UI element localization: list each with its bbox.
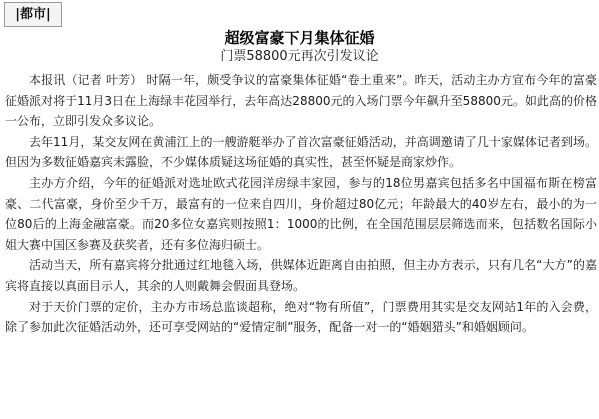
article-paragraph: 对于天价门票的定价，主办方市场总监谈超称，绝对“物有所值”，门票费用其实是交友网站1年的入会费，除了参加此次征婚活动外，还可享受网站的“爱情定制”服务，配备一对一的“婚姻猎头”和婚姻顾问。: [5, 299, 597, 335]
subheadline: 门票58800元再次引发议论: [220, 49, 379, 64]
article-paragraph: 本报讯（记者 叶芳） 时隔一年，颇受争议的富豪集体征婚“卷土重来”。昨天，活动主办方宣布今年的富豪征婚派对将于11月3日在上海绿丰花园举行，去年高达28800元的入场门票今年飙升至58800元。如此高的价格一公布，立即引发众多议论。: [5, 73, 597, 129]
article-paragraph: 活动当天，所有嘉宾将分批通过红地毯入场，供媒体近距离自由拍照，但主办方表示，只有几名“大方”的嘉宾将直接以真面目示人，其余的人则戴舞会假面具登场。: [5, 258, 597, 293]
article-paragraph: 主办方介绍，今年的征婚派对选址欧式花园洋房绿丰家园，参与的18位男嘉宾包括多名中国福布斯在榜富豪、二代富豪，身价至少千万，最富有的一位来自四川，身价超过80亿元；年龄最大的40岁左右，最小的为一位80后的上海金融富豪。而20多位女嘉宾则按照1：1000的比例，在全国范围层层筛选而来，包括数名国际小姐大赛中国区参赛及获奖者，还有多位海归硕士。: [5, 175, 597, 252]
article-paragraph: 去年11月，某交友网在黄浦江上的一艘游艇举办了首次富豪征婚活动，并高调邀请了几十家媒体记者到场。但因为多数征婚嘉宾未露脸，不少媒体质疑这场征婚的真实性，甚至怀疑是商家炒作。: [5, 134, 597, 170]
headline: 超级富豪下月集体征婚: [224, 29, 375, 47]
section-tag[interactable]: |都市|: [4, 2, 62, 27]
article-body: [5, 70, 597, 338]
